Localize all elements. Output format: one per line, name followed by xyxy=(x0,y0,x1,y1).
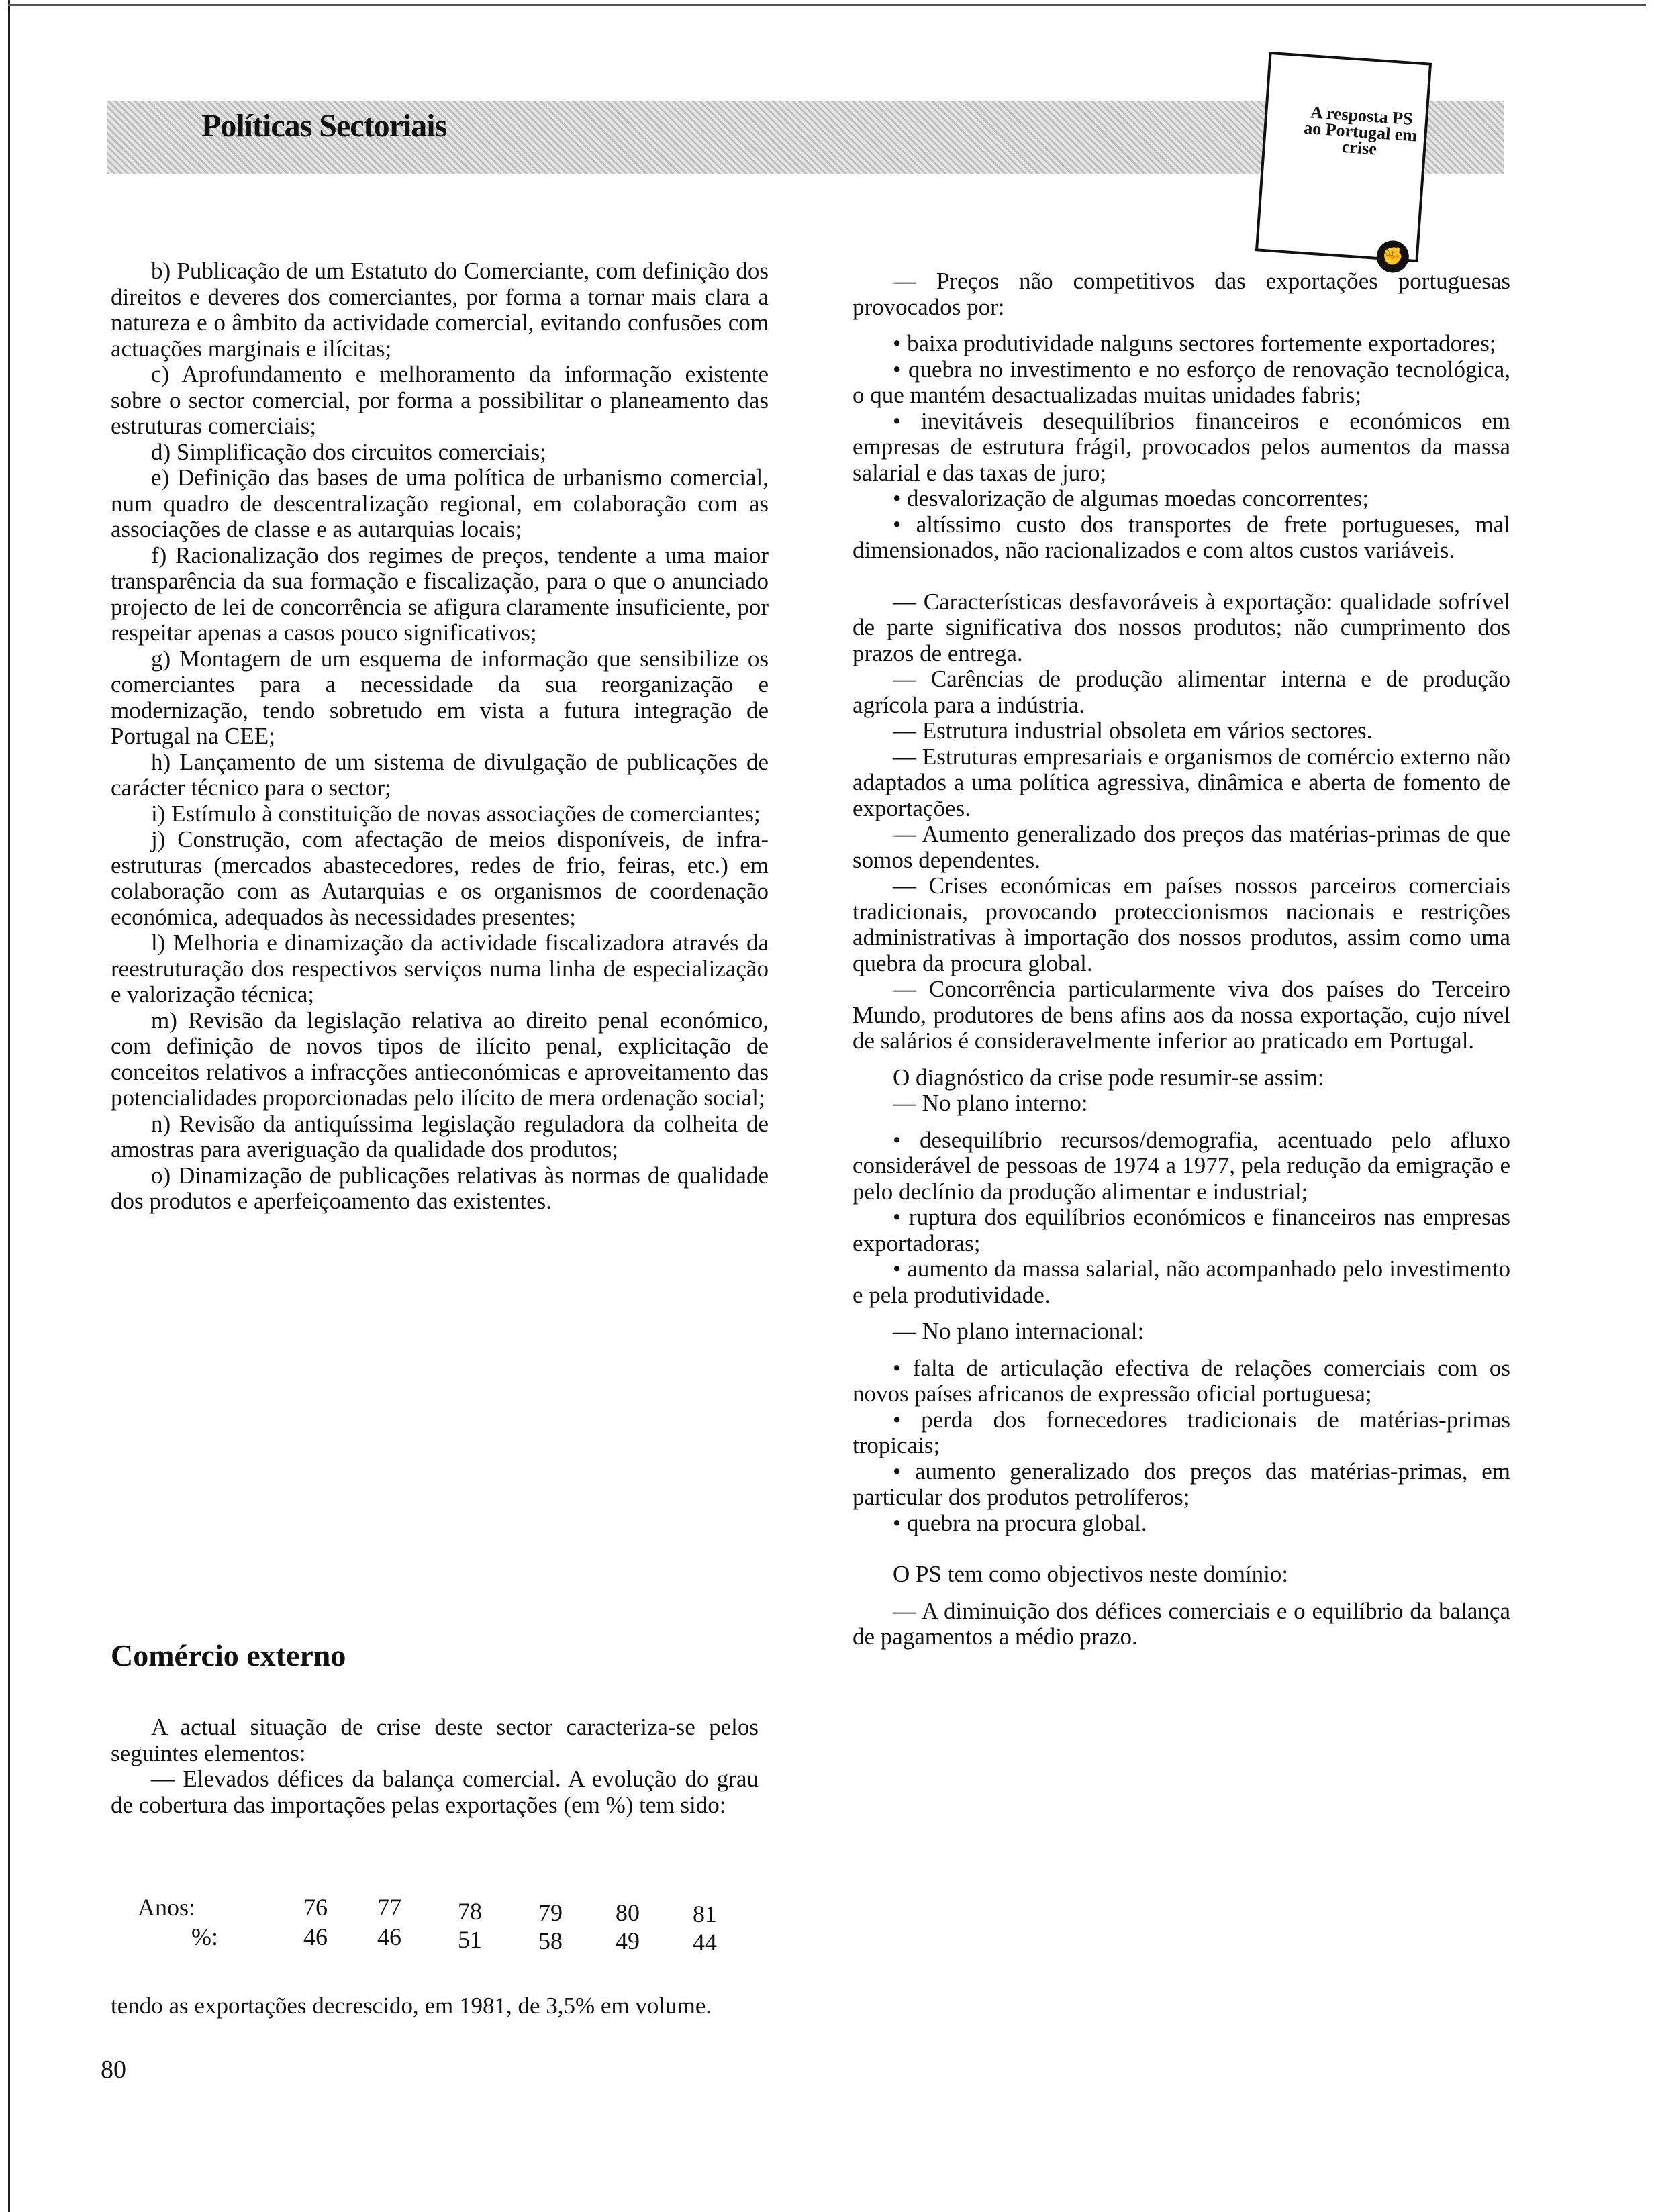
measure-item: m) Revisão da legislação relativa ao direito penal económico, com definição de novos tipos de ilícito penal, explicitação de conceitos relativos a infracções antieconómicas e aproveitamento das potencialidades proporcionadas pelo ilícito de mera ordenação social; xyxy=(111,1007,769,1111)
percent-cell: 49 xyxy=(616,1927,640,1954)
paragraph: tendo as exportações decrescido, em 1981, de 3,5% em volume. xyxy=(111,1993,712,2019)
external-trade-intro xyxy=(111,1715,759,1818)
section-title: Políticas Sectoriais xyxy=(201,108,447,144)
year-cell: 79 xyxy=(538,1899,563,1926)
booklet-title: A resposta PS ao Portugal em crise xyxy=(1303,102,1418,159)
measure-item: e) Definição das bases de uma política de urbanismo comercial, num quadro de descentralização regional, em colaboração com as associações de classe e as autarquias locais; xyxy=(111,464,769,542)
year-cell: 77 xyxy=(377,1894,401,1921)
measure-item: j) Construção, com afectação de meios disponíveis, de infra-estruturas (mercados abastecedores, redes de frio, feiras, etc.) em colaboração com as Autarquias e os organismos de coordenação económica, adequados às necessidades presentes; xyxy=(111,826,769,930)
measure-item: n) Revisão da antiquíssima legislação reguladora da colheita de amostras para averiguação da qualidade dos produtos; xyxy=(111,1110,769,1162)
paragraph: O PS tem como objectivos neste domínio: xyxy=(893,1561,1289,1587)
paragraph: A actual situação de crise deste sector caracteriza-se pelos seguintes elementos: xyxy=(111,1714,759,1766)
section-heading: Comércio externo xyxy=(111,1638,346,1672)
percent-cell: 58 xyxy=(538,1927,563,1954)
measure-item: c) Aprofundamento e melhoramento da informação existente sobre o sector comercial, por forma a possibilitar o planeamento das estruturas comerciais; xyxy=(111,361,769,439)
paragraph: — Preços não competitivos das exportações portuguesas provocados por: xyxy=(853,268,1510,320)
year-cell: 76 xyxy=(303,1894,328,1921)
year-cell: 81 xyxy=(693,1901,717,1927)
measure-item: i) Estímulo à constituição de novas associações de comerciantes; xyxy=(151,800,761,827)
dash-item: — Características desfavoráveis à exportação: qualidade sofrível de parte significativa dos nossos produtos; não cumprimento dos prazos de entrega. xyxy=(853,588,1510,666)
percent-cell: 51 xyxy=(458,1926,482,1953)
page-edge-rule xyxy=(8,0,10,2212)
bullet-item: • falta de articulação efectiva de relações comerciais com os novos países africanos de expressão oficial portuguesa; xyxy=(853,1354,1510,1407)
right-column xyxy=(853,268,1510,1650)
measure-item: d) Simplificação dos circuitos comerciais; xyxy=(151,438,546,465)
dash-item: — Crises económicas em países nossos parceiros comerciais tradicionais, provocando proteccionismos nacionais e restrições administrativas à importação dos nossos produtos, assim como uma quebra da procura global. xyxy=(853,872,1510,976)
year-cell: 80 xyxy=(616,1899,640,1926)
bullet-item: • desvalorização de algumas moedas concorrentes; xyxy=(893,485,1369,511)
percent-cell: 46 xyxy=(303,1923,328,1950)
measure-item: h) Lançamento de um sistema de divulgação de publicações de carácter técnico para o sector; xyxy=(111,748,769,801)
paragraph: O diagnóstico da crise pode resumir-se assim: xyxy=(893,1064,1324,1091)
paragraph: — Elevados défices da balança comercial. A evolução do grau de cobertura das importações pelas exportações (em %) tem sido: xyxy=(111,1766,759,1818)
bullet-item: • perda dos fornecedores tradicionais de matérias-primas tropicais; xyxy=(853,1406,1510,1458)
bullet-item: • aumento generalizado dos preços das matérias-primas, em particular dos produtos petrolíferos; xyxy=(853,1458,1510,1510)
measure-item: o) Dinamização de publicações relativas às normas de qualidade dos produtos e aperfeiçoamento das existentes. xyxy=(111,1162,769,1214)
years-label: Anos: xyxy=(138,1894,196,1921)
dash-item: — Concorrência particularmente viva dos países do Terceiro Mundo, produtores de bens afins aos da nossa exportação, cujo nível de salários é consideravelmente inferior ao praticado em Portugal. xyxy=(853,976,1510,1054)
measure-item: f) Racionalização dos regimes de preços, tendente a uma maior transparência da sua formação e fiscalização, para o que o anunciado projecto de lei de concorrência se afigura claramente insuficiente, por respeitar apenas a casos pouco significativos; xyxy=(111,542,769,646)
percent-label: %: xyxy=(191,1923,218,1950)
subheading: — No plano interno: xyxy=(893,1090,1088,1116)
ps-logo-icon: ✊ xyxy=(1375,240,1410,274)
dash-item: — Carências de produção alimentar interna e de produção agrícola para a indústria. xyxy=(853,666,1510,718)
dash-item: — Aumento generalizado dos preços das matérias-primas de que somos dependentes. xyxy=(853,821,1510,873)
bullet-item: • quebra no investimento e no esforço de renovação tecnológica, o que mantém desactualizadas muitas unidades fabris; xyxy=(853,356,1510,408)
closing-paragraph xyxy=(111,1993,759,2019)
subheading: — No plano internacional: xyxy=(893,1318,1145,1344)
percent-cell: 46 xyxy=(377,1923,401,1950)
page-number: 80 xyxy=(101,2056,126,2084)
measure-item: l) Melhoria e dinamização da actividade fiscalizadora através da reestruturação dos respectivos serviços numa linha de especialização e valorização técnica; xyxy=(111,929,769,1007)
booklet-cover-image xyxy=(1255,52,1432,267)
percent-cell: 44 xyxy=(693,1929,717,1956)
dash-item: — Estruturas empresariais e organismos de comércio externo não adaptados a uma política agressiva, dinâmica e aberta de fomento de exportações. xyxy=(853,743,1510,821)
bullet-item: • inevitáveis desequilíbrios financeiros e económicos em empresas de estrutura frágil, provocados pelos aumentos da massa salarial e das taxas de juro; xyxy=(853,407,1510,486)
bullet-item: • altíssimo custo dos transportes de frete portugueses, mal dimensionados, não racionalizados e com altos custos variáveis. xyxy=(853,511,1510,563)
bullet-item: • baixa produtividade nalguns sectores fortemente exportadores; xyxy=(893,330,1496,356)
measure-item: b) Publicação de um Estatuto do Comerciante, com definição dos direitos e deveres dos comerciantes, por forma a tornar mais clara a natureza e o âmbito da actividade comercial, evitando confusões com actuações marginais e ilícitas; xyxy=(111,258,769,362)
bullet-item: • ruptura dos equilíbrios económicos e financeiros nas empresas exportadoras; xyxy=(853,1204,1510,1256)
dash-item: — A diminuição dos défices comerciais e o equilíbrio da balança de pagamentos a médio prazo. xyxy=(853,1597,1510,1650)
bullet-item: • desequilíbrio recursos/demografia, acentuado pelo afluxo considerável de pessoas de 1974 a 1977, pela redução da emigração e pelo declínio da produção alimentar e industrial; xyxy=(853,1126,1510,1205)
bullet-item: • aumento da massa salarial, não acompanhado pelo investimento e pela produtividade. xyxy=(853,1256,1510,1308)
dash-item: — Estrutura industrial obsoleta em vários sectores. xyxy=(893,717,1373,744)
bullet-item: • quebra na procura global. xyxy=(893,1509,1147,1536)
top-edge-rule xyxy=(8,4,1646,6)
year-cell: 78 xyxy=(458,1898,482,1925)
left-column xyxy=(111,258,769,1215)
measure-item: g) Montagem de um esquema de informação que sensibilize os comerciantes para a necessidade da sua reorganização e modernização, tendo sobretudo em vista a futura integração de Portugal na CEE; xyxy=(111,645,769,749)
